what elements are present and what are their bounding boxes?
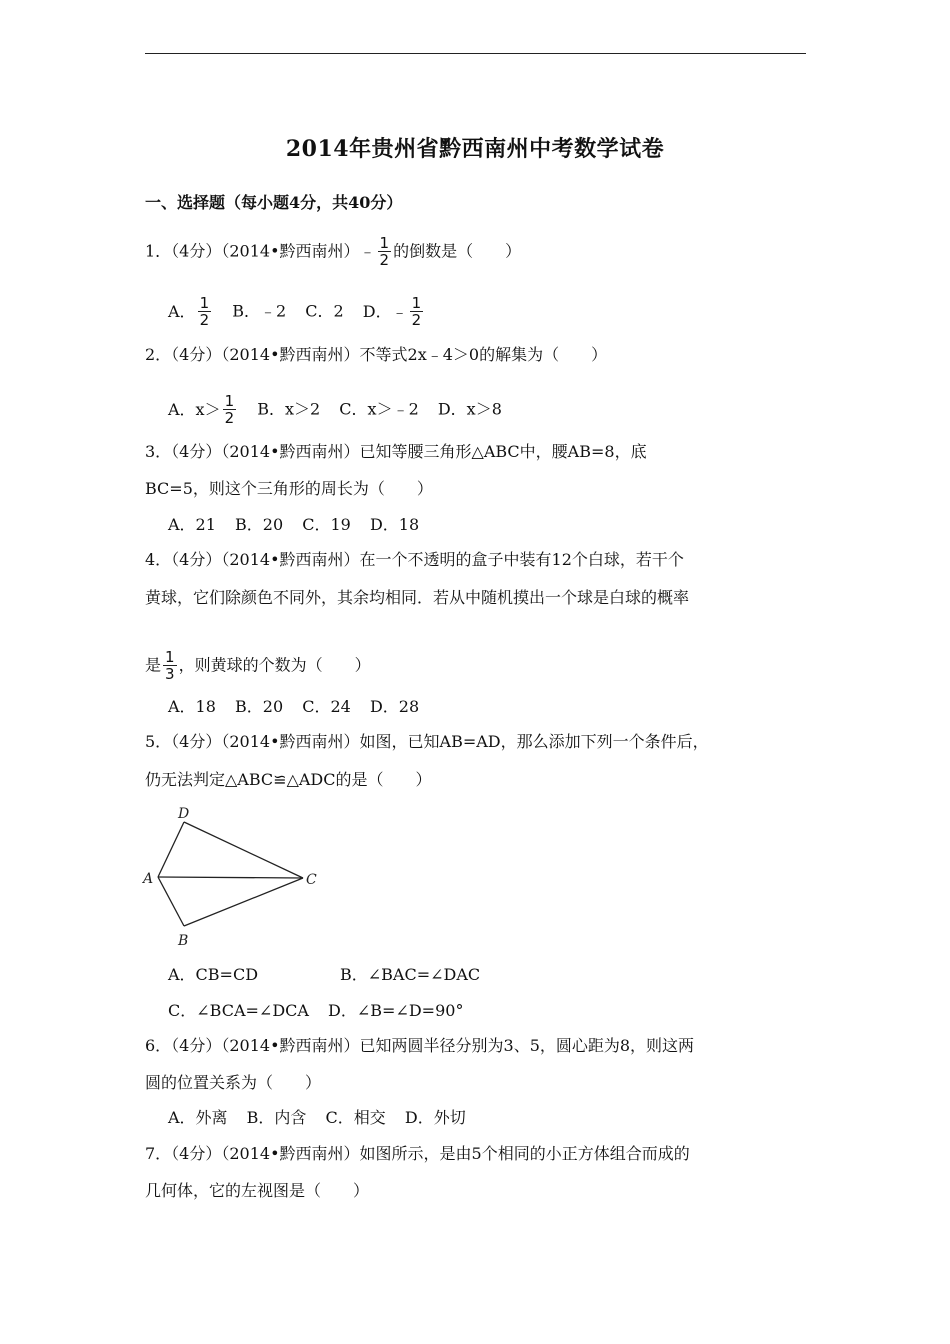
label-b: B — [178, 933, 189, 949]
question-2-options — [168, 394, 502, 426]
section-heading: 一、选择题（每小题4分，共40分） — [145, 193, 403, 212]
option-a[interactable]: A．CB=CD — [168, 965, 259, 984]
option-b[interactable]: B．20 — [235, 697, 284, 716]
option-c[interactable]: C．x＞﹣2 — [339, 399, 419, 419]
option-b[interactable]: B．x＞2 — [257, 399, 321, 419]
page-title: 2014年贵州省黔西南州中考数学试卷 — [285, 136, 665, 162]
option-c[interactable]: C．24 — [302, 697, 351, 716]
question-5-line-2: 仍无法判定△ABC≌△ADC的是（ ） — [145, 770, 432, 789]
question-4-line-3: 是 $\frac{1}{3}$ ，则黄球的个数为（ ） — [145, 648, 371, 683]
question-6-line-2: 圆的位置关系为（ ） — [145, 1073, 322, 1092]
label-c: C — [306, 872, 317, 888]
question-2: 2．（4分）（2014•黔西南州）不等式2x﹣4＞0的解集为（ ） — [145, 345, 608, 364]
option-a[interactable]: A．外离 — [168, 1108, 228, 1127]
question-1: 1．（4分）（2014•黔西南州）﹣ $\frac{1}{2}$ 的倒数是（ ） — [145, 234, 522, 269]
option-d[interactable]: D．28 — [369, 697, 420, 716]
question-4-options — [168, 697, 419, 717]
question-6-line-1: 6．（4分）（2014•黔西南州）已知两圆半径分别为3、5，圆心距为8，则这两 — [145, 1036, 695, 1055]
option-d[interactable]: D．外切 — [404, 1108, 466, 1127]
option-a[interactable]: A．18 — [168, 697, 216, 716]
header-rule — [145, 53, 806, 54]
fraction: $\frac{1}{2}$ — [379, 234, 390, 269]
question-3-line-1: 3．（4分）（2014•黔西南州）已知等腰三角形△ABC中，腰AB=8，底 — [145, 442, 647, 461]
question-7-line-2: 几何体，它的左视图是（ ） — [145, 1181, 370, 1200]
option-a[interactable]: A．21 — [168, 515, 216, 534]
option-c[interactable]: C．2 — [305, 301, 344, 321]
option-c[interactable]: C．∠BCA=∠DCA — [168, 1001, 309, 1020]
question-6-options — [168, 1108, 466, 1128]
option-b[interactable]: B．20 — [235, 515, 284, 534]
option-b[interactable]: B．内含 — [246, 1108, 307, 1127]
label-a: A — [143, 871, 154, 887]
question-5-options-row-2 — [168, 1001, 463, 1021]
option-d[interactable]: D．18 — [369, 515, 420, 534]
question-1-options — [168, 296, 425, 328]
label-d: D — [178, 806, 190, 822]
question-5-line-1: 5．（4分）（2014•黔西南州）如图，已知AB=AD，那么添加下列一个条件后， — [145, 732, 709, 751]
question-3-line-2: BC=5，则这个三角形的周长为（ ） — [145, 479, 433, 498]
question-5-options-row-1 — [168, 965, 480, 985]
option-b[interactable]: B．∠BAC=∠DAC — [340, 965, 481, 984]
option-a[interactable]: A．x＞ $\frac{1}{2}$ — [168, 392, 235, 427]
option-d[interactable]: D．x＞8 — [437, 399, 502, 419]
figure-lines — [158, 822, 303, 926]
option-c[interactable]: C．19 — [302, 515, 351, 534]
option-c[interactable]: C．相交 — [325, 1108, 386, 1127]
question-4-line-2: 黄球，它们除颜色不同外，其余均相同．若从中随机摸出一个球是白球的概率 — [145, 588, 690, 607]
question-4-line-1: 4．（4分）（2014•黔西南州）在一个不透明的盒子中装有12个白球，若干个 — [145, 550, 684, 569]
kite-figure — [140, 802, 325, 952]
question-3-options — [168, 515, 419, 535]
option-b[interactable]: B．﹣2 — [232, 301, 287, 321]
question-7-line-1: 7．（4分）（2014•黔西南州）如图所示，是由5个相同的小正方体组合而成的 — [145, 1144, 690, 1163]
option-d[interactable]: D．﹣ $\frac{1}{2}$ — [362, 294, 422, 329]
option-a[interactable]: A． $\frac{1}{2}$ — [168, 294, 210, 329]
option-d[interactable]: D．∠B=∠D=90° — [328, 1001, 464, 1020]
